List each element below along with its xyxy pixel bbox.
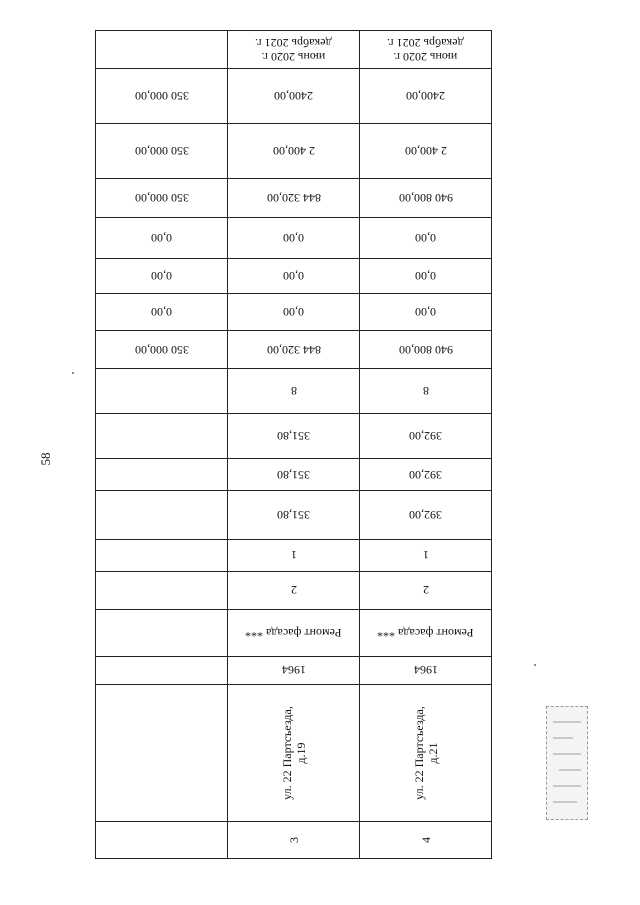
table-cell: 1964 bbox=[228, 656, 360, 684]
scan-speck bbox=[534, 664, 536, 666]
table-cell: 2 400,00 bbox=[228, 124, 360, 179]
table-cell: 392,00 bbox=[360, 459, 492, 491]
cell-address-b bbox=[228, 684, 360, 821]
address-c-line1: ул. 22 Партсъезда, bbox=[411, 705, 426, 800]
table-cell bbox=[96, 656, 228, 684]
table-cell: 8 bbox=[228, 369, 360, 414]
table-cell: 0,00 bbox=[360, 294, 492, 331]
address-b-line2: д.19 bbox=[293, 742, 308, 764]
table-cell: 350 000,00 bbox=[96, 69, 228, 124]
header-b-line2: декабрь 2021 г. bbox=[255, 35, 332, 50]
table-row bbox=[96, 459, 492, 491]
table-cell: 1 bbox=[228, 539, 360, 571]
address-b-line1: ул. 22 Партсъезда, bbox=[279, 705, 294, 800]
table-cell: 4 bbox=[360, 821, 492, 858]
table-cell: 2 400,00 bbox=[360, 124, 492, 179]
table-row bbox=[96, 259, 492, 294]
header-c-line2: декабрь 2021 г. bbox=[387, 35, 464, 50]
table-row bbox=[96, 218, 492, 259]
table-cell bbox=[96, 821, 228, 858]
table-cell: 351,80 bbox=[228, 414, 360, 459]
table-cell: 1 bbox=[360, 539, 492, 571]
table-cell: 0,00 bbox=[96, 294, 228, 331]
table-cell bbox=[96, 571, 228, 609]
table-cell bbox=[96, 609, 228, 656]
table-row-address bbox=[96, 684, 492, 821]
table-cell: 392,00 bbox=[360, 491, 492, 539]
table-cell: 844 320,00 bbox=[228, 331, 360, 369]
table-cell: 844 320,00 bbox=[228, 179, 360, 218]
table-cell: 2 bbox=[360, 571, 492, 609]
table-cell: 351,80 bbox=[228, 491, 360, 539]
table-cell: 0,00 bbox=[360, 218, 492, 259]
document-table bbox=[95, 30, 492, 859]
table-cell: 0,00 bbox=[228, 259, 360, 294]
table-row bbox=[96, 539, 492, 571]
table-row bbox=[96, 294, 492, 331]
table-row-header bbox=[96, 31, 492, 69]
table-cell: 351,80 bbox=[228, 459, 360, 491]
table-cell: 2400,00 bbox=[360, 69, 492, 124]
table-cell: 3 bbox=[228, 821, 360, 858]
table-row bbox=[96, 656, 492, 684]
table-cell: 2 bbox=[228, 571, 360, 609]
table-cell bbox=[96, 491, 228, 539]
table-cell bbox=[96, 369, 228, 414]
cell-header-a bbox=[96, 31, 228, 69]
header-c-line1: июнь 2020 г. bbox=[393, 49, 458, 64]
table-cell: 2400,00 bbox=[228, 69, 360, 124]
table-row bbox=[96, 609, 492, 656]
table-cell bbox=[96, 414, 228, 459]
table-row-number bbox=[96, 821, 492, 858]
table-cell: 0,00 bbox=[228, 294, 360, 331]
cell-header-c bbox=[360, 31, 492, 69]
page-number: 58 bbox=[38, 452, 53, 466]
table-cell: 940 800,00 bbox=[360, 331, 492, 369]
table-cell bbox=[96, 539, 228, 571]
table-cell: 350 000,00 bbox=[96, 179, 228, 218]
table-cell: 392,00 bbox=[360, 414, 492, 459]
cell-header-b bbox=[228, 31, 360, 69]
table-row bbox=[96, 124, 492, 179]
table-cell: 350 000,00 bbox=[96, 124, 228, 179]
table-cell: 8 bbox=[360, 369, 492, 414]
table-row bbox=[96, 369, 492, 414]
table-cell: 1964 bbox=[360, 656, 492, 684]
table-cell: 0,00 bbox=[360, 259, 492, 294]
scan-speck bbox=[72, 372, 74, 374]
table-row bbox=[96, 69, 492, 124]
table-cell: Ремонт фасада *** bbox=[360, 609, 492, 656]
cell-address-c bbox=[360, 684, 492, 821]
header-b-line1: июнь 2020 г. bbox=[261, 49, 326, 64]
table-row bbox=[96, 331, 492, 369]
table-row bbox=[96, 571, 492, 609]
cell-address-a bbox=[96, 684, 228, 821]
table-cell: 350 000,00 bbox=[96, 331, 228, 369]
table-row bbox=[96, 414, 492, 459]
table-cell: 0,00 bbox=[96, 218, 228, 259]
address-c-line2: д.21 bbox=[425, 742, 440, 764]
stamp-mark bbox=[546, 706, 588, 820]
table-row bbox=[96, 491, 492, 539]
table-cell: 0,00 bbox=[96, 259, 228, 294]
table-cell: 940 800,00 bbox=[360, 179, 492, 218]
table-cell: Ремонт фасада *** bbox=[228, 609, 360, 656]
table-cell bbox=[96, 459, 228, 491]
table-cell: 0,00 bbox=[228, 218, 360, 259]
table-row bbox=[96, 179, 492, 218]
